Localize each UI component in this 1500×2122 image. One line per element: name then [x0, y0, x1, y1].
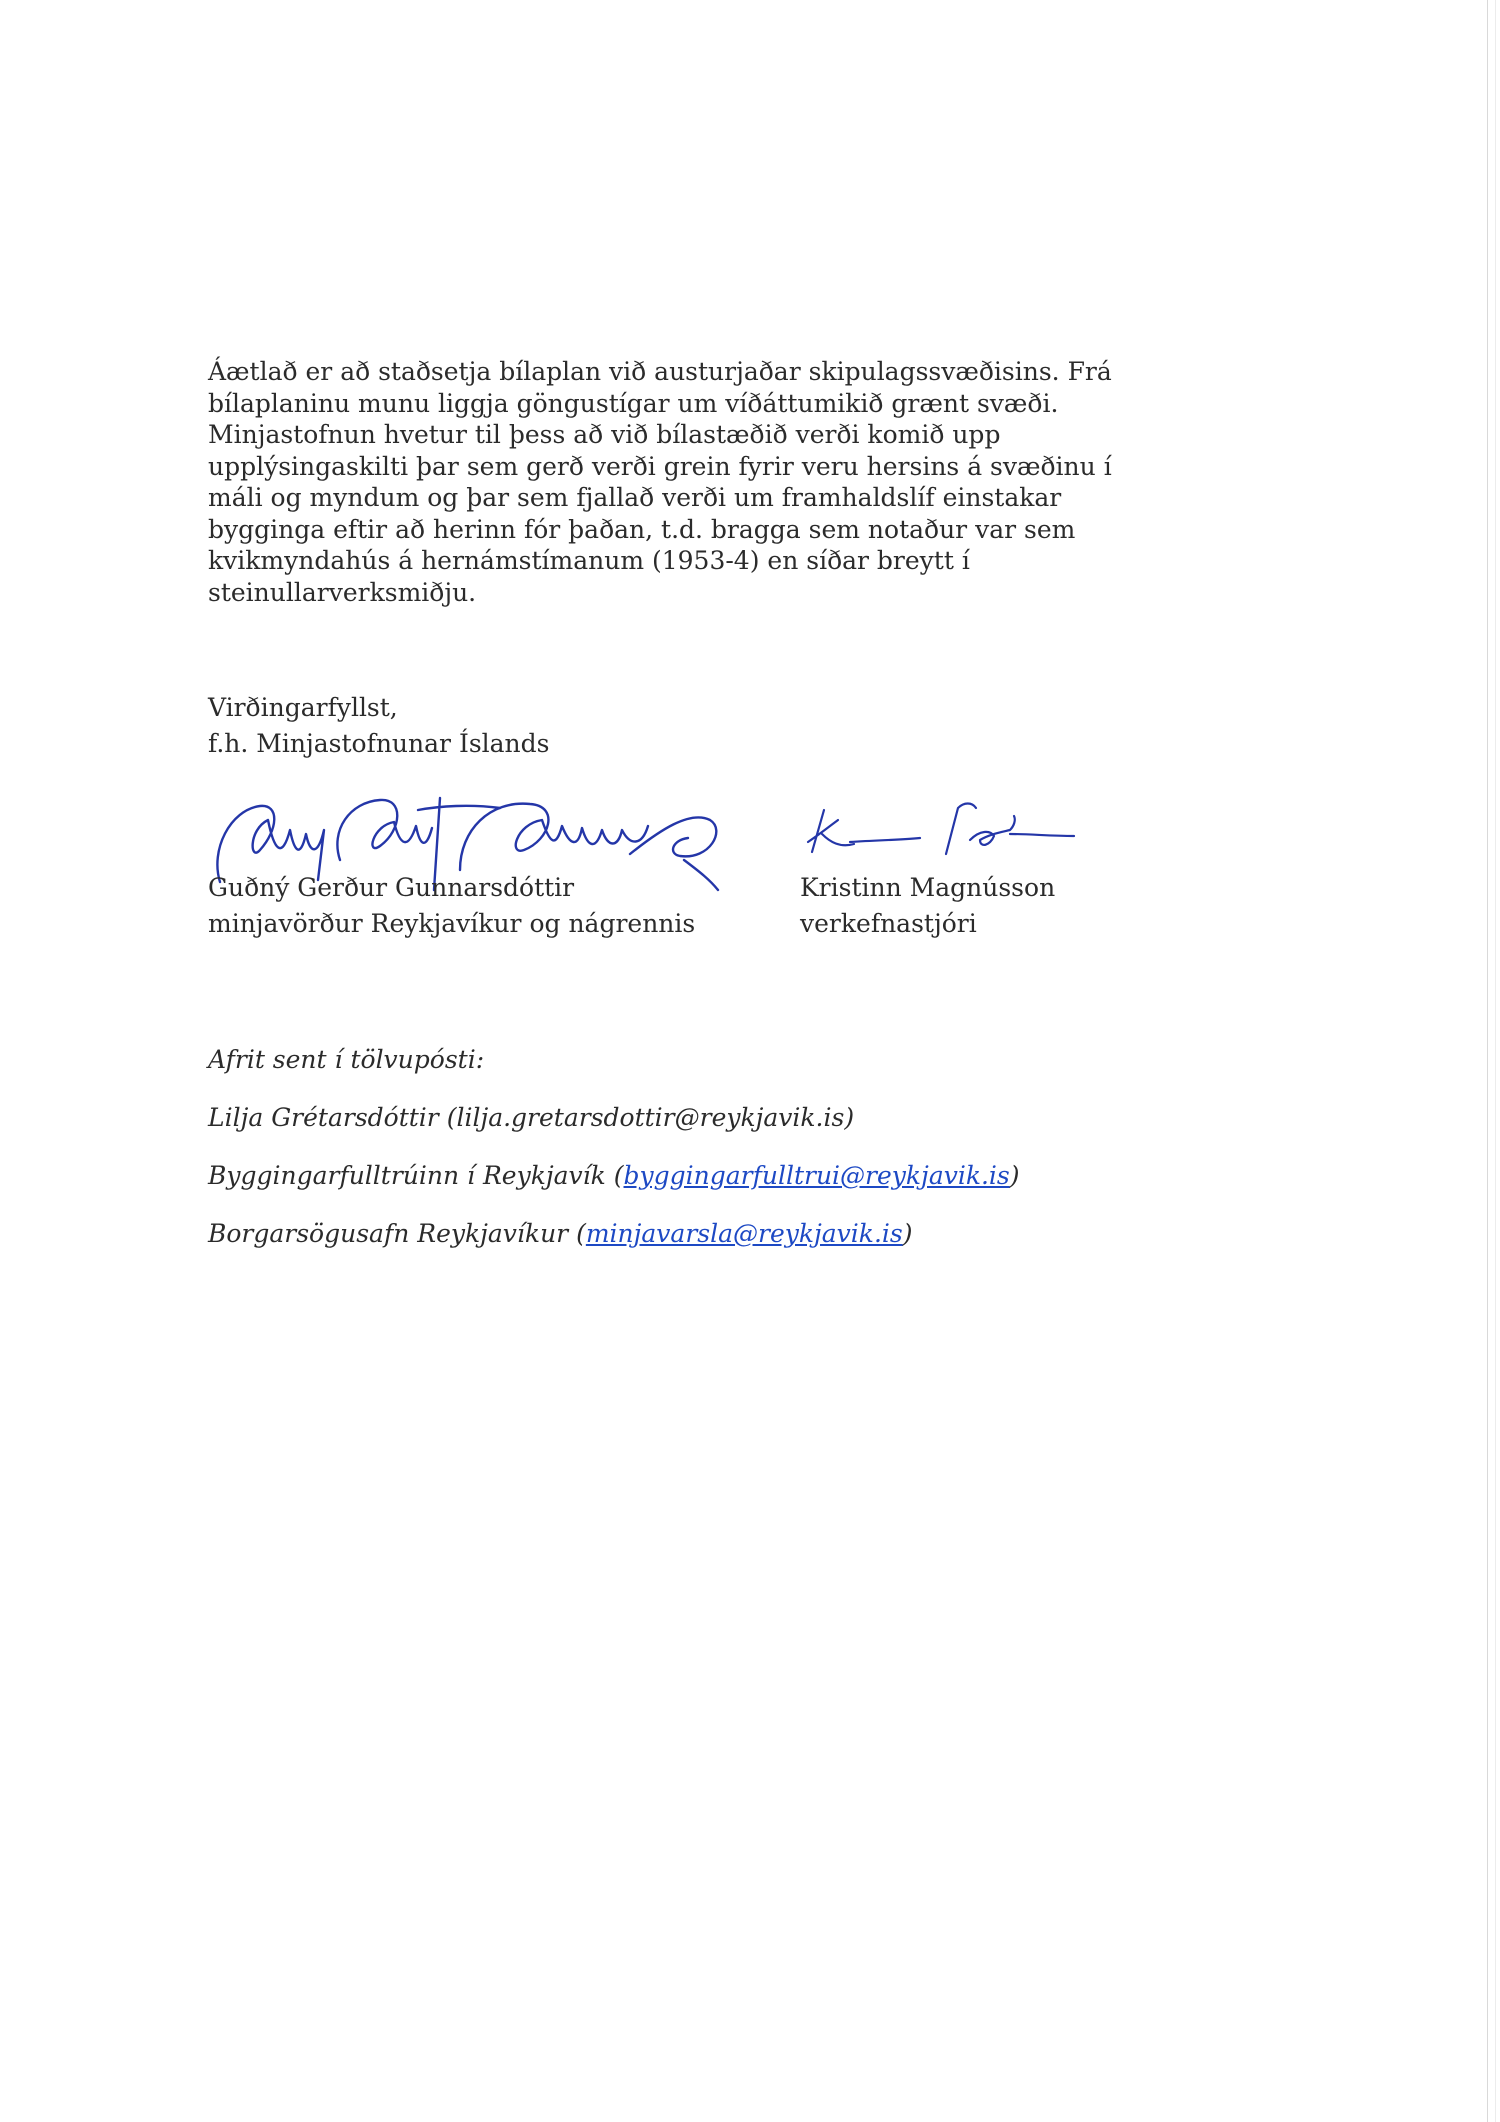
body-line: máli og myndum og þar sem fjallað verði um framhaldslíf einstakar: [208, 483, 1062, 512]
body-line: bygginga eftir að herinn fór þaðan, t.d. bragga sem notaður var sem: [208, 514, 1076, 544]
body-line: upplýsingaskilti þar sem gerð verði grein fyrir veru hersins á svæðinu í: [208, 451, 1112, 481]
recipient-name: Byggingarfulltrúinn í Reykjavík: [208, 1161, 606, 1190]
signer-title: minjavörður Reykjavíkur og nágrennis: [208, 909, 696, 938]
paren-close: ): [902, 1219, 913, 1248]
page-edge: [1487, 0, 1488, 2122]
body-line: steinullarverksmiðju.: [208, 577, 477, 607]
signer: [800, 870, 1055, 942]
paren-close: ): [1009, 1161, 1020, 1190]
recipient-name: Borgarsögusafn Reykjavíkur: [208, 1219, 569, 1248]
body-line: kvikmyndahús á hernámstímanum (1953-4) en síðar breytt í: [208, 546, 970, 575]
paren-open: (: [605, 1161, 624, 1190]
body-paragraph: [208, 356, 1112, 608]
recipient: [208, 1216, 1020, 1252]
paren-open: (: [438, 1103, 457, 1132]
recipient-email[interactable]: lilja.gretarsdottir@reykjavik.is: [456, 1103, 845, 1132]
paren-open: (: [568, 1219, 586, 1248]
signature-block: [190, 790, 1110, 950]
recipient: [208, 1100, 1020, 1136]
paren-close: ): [844, 1103, 855, 1132]
copies-section: [208, 1042, 1020, 1274]
copies-heading: Afrit sent í tölvupósti:: [208, 1045, 485, 1074]
body-line: Minjastofnun hvetur til þess að við bílastæðið verði komið upp: [208, 420, 1001, 449]
page-edge: [1495, 0, 1496, 2122]
recipient-email-link[interactable]: byggingarfulltrui@reykjavik.is: [623, 1161, 1010, 1190]
signer-name: Guðný Gerður Gunnarsdóttir: [208, 873, 575, 902]
recipient-name: Lilja Grétarsdóttir: [208, 1103, 439, 1132]
signer-title: verkefnastjóri: [800, 909, 977, 938]
signer: [208, 870, 695, 942]
salutation: Virðingarfyllst,: [208, 693, 398, 722]
recipient: [208, 1158, 1020, 1194]
signature-2: [808, 804, 1074, 855]
closing: [208, 690, 549, 762]
signer-name: Kristinn Magnússon: [800, 873, 1056, 902]
organization: f.h. Minjastofnunar Íslands: [208, 729, 550, 758]
body-line: Áætlað er að staðsetja bílaplan við austurjaðar skipulagssvæðisins. Frá: [208, 357, 1112, 386]
recipient-email-link[interactable]: minjavarsla@reykjavik.is: [585, 1219, 903, 1248]
body-line: bílaplaninu munu liggja göngustígar um víðáttumikið grænt svæði.: [208, 388, 1059, 418]
